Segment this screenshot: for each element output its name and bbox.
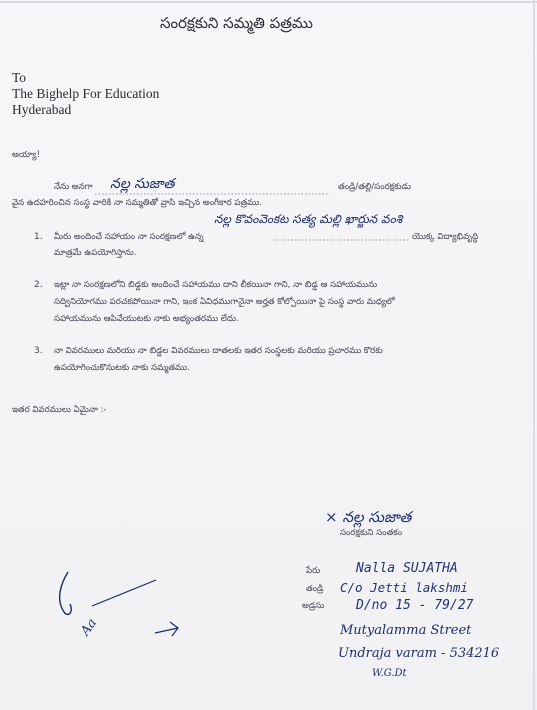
- name-label: పేరు: [306, 566, 321, 576]
- item-1-line1a: మీరు అందించే సహాయం నా సంరక్షణలో ఉన్న: [54, 232, 204, 242]
- item-3-number: 3.: [34, 346, 43, 356]
- initials-mark: Aa: [78, 615, 101, 639]
- intro-lead: నేను అనగా: [54, 182, 93, 192]
- co-value: C/o Jetti lakshmi: [340, 580, 468, 595]
- item-1-number: 1.: [34, 232, 43, 242]
- item-3-line1: నా వివరములు మరియు నా బిడ్డల వివరములు దాతలకు ఇతర సంస్థలకు మరియు ప్రచారము కొరకు: [54, 346, 383, 356]
- arrow-mark-icon: [155, 622, 178, 636]
- signature-stroke: [92, 580, 156, 606]
- intro-relation: తండ్రి/తల్లి/సంరక్షకుడు: [338, 182, 411, 192]
- item-2-number: 2.: [34, 280, 43, 290]
- item-3-line2: ఉపయోగించుకొనుటకు నాకు సమ్మతము.: [54, 363, 190, 373]
- item-2-line1: ఇట్లా నా సంరక్షణలోని బిడ్డకు అందించే సహాయము దాని లీకయినా గాని, నా బిడ్డ ఆ సహాయమును: [54, 280, 378, 290]
- address-line2: Mutyalamma Street: [340, 623, 472, 638]
- address-line3: Undraja varam - 534216: [338, 646, 500, 661]
- intro-line2: వైన ఉదహరించిన సంస్థ వారికి నా సమ్మతితో వ్రాసి ఇచ్చిన అంగీకార పత్రము.: [12, 198, 262, 208]
- signature-scribble: [60, 572, 72, 614]
- co-label: తండ్రి: [306, 584, 324, 594]
- form-title: సంరక్షకుని సమ్మతి పత్రము: [160, 14, 313, 32]
- name-value: Nalla SUJATHA: [356, 561, 458, 576]
- signature-caption: సంరక్షకుని సంతకం: [340, 528, 403, 538]
- recipient-block: [12, 70, 159, 118]
- recipient-org: The Bighelp For Education: [12, 86, 160, 101]
- greeting: అయ్యా!: [12, 150, 41, 160]
- item-1-line2: మాత్రమే ఉపయోగిస్తాను.: [54, 248, 137, 258]
- to-label: To: [12, 70, 27, 85]
- item-1-line1b: యొక్క విద్యాభివృద్ధి: [412, 232, 479, 242]
- guardian-signature: × నల్ల సుజాత: [325, 508, 412, 526]
- other-details-label: ఇతర వివరములు ఏమైనా :-: [12, 405, 107, 415]
- address-label: అడ్రసు: [302, 601, 325, 611]
- recipient-city: Hyderabad: [12, 102, 72, 117]
- address-line1: D/no 15 - 79/27: [356, 598, 474, 613]
- item-2-line2: సద్వినియోగము పరచకపోయినా గాని, ఇంక ఏవిధముగానైనా అర్హత కోల్పోయినా పై సంస్థ వారు మధ్యలో: [54, 297, 395, 307]
- handwritten-ward-name: నల్ల కొవంవెంకట సత్య మల్లి ఖార్జున వంశి: [214, 212, 403, 226]
- handwritten-guardian-name: నల్ల సుజాత: [110, 176, 175, 192]
- item-2-line3: సహాయమును ఆపివేయుటకు నాకు అభ్యంతరము లేదు.: [54, 314, 239, 324]
- address-line4: W.G.Dt: [372, 668, 407, 679]
